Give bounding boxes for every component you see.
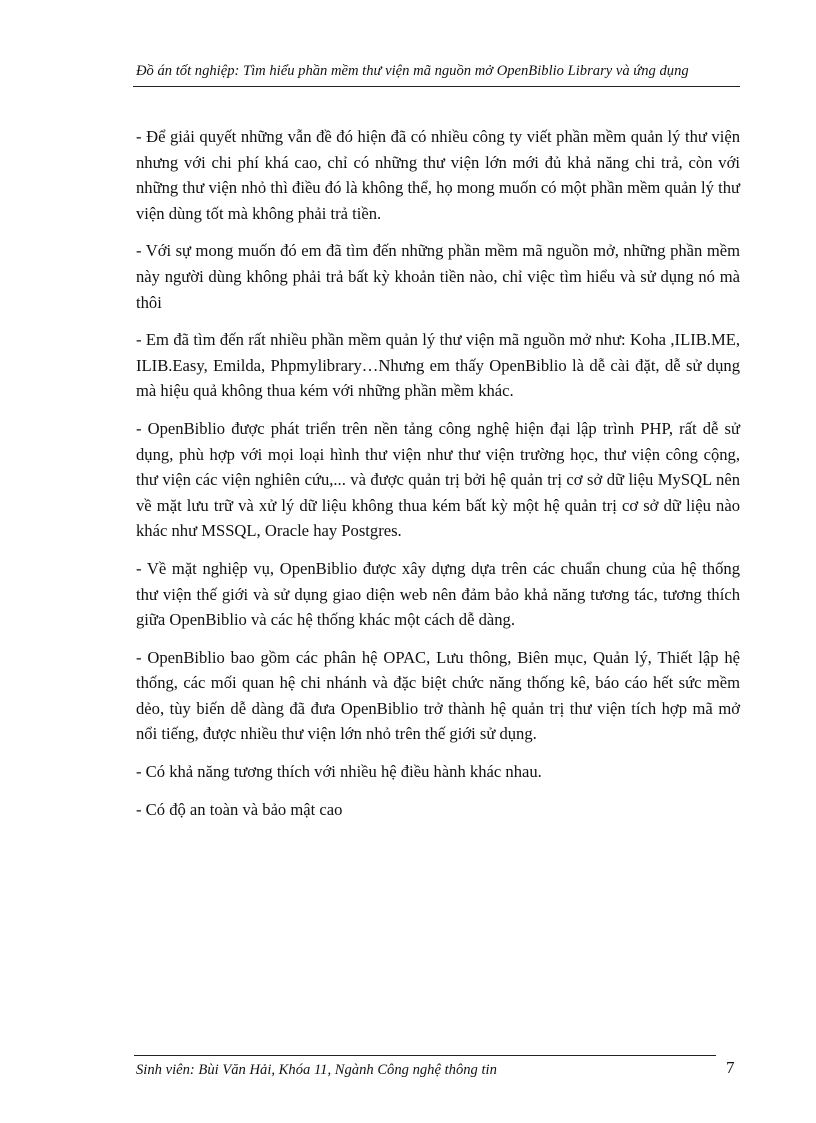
page-header: Đồ án tốt nghiệp: Tìm hiểu phần mềm thư viện mã nguồn mở OpenBiblio Library và ứng dụng [136,63,689,79]
document-body [136,124,740,834]
paragraph-1: - Để giải quyết những vẫn đề đó hiện đã có nhiều công ty viết phần mềm quản lý thư viện nhưng với chi phí khá cao, chỉ có những thư viện lớn mới đủ khả năng chi trả, còn với những thư viện nhỏ thì điều đó là không thể, họ mong muốn có một phần mềm quản lý thư viện dùng tốt mà không phải trả tiền. [136,127,740,223]
paragraph-4: - OpenBiblio được phát triển trên nền tảng công nghệ hiện đại lập trình PHP, rất dễ sử dụng, phù hợp với mọi loại hình thư viện như thư viện trường học, thư viện công cộng, thư viện các viện nghiên cứu,... và được quản trị bởi hệ quản trị cơ sở dữ liệu MySQL nên về mặt lưu trữ và xử lý dữ liệu không thua kém bất kỳ một hệ quản trị cơ sở dữ liệu nào khác như MSSQL, Oracle hay Postgres. [136,418,740,541]
header-divider [133,86,740,87]
paragraph-6: - OpenBiblio bao gồm các phân hệ OPAC, Lưu thông, Biên mục, Quản lý, Thiết lập hệ thống, các mối quan hệ chi nhánh và đặc biệt chức năng thống kê, báo cáo hết sức mềm dẻo, tùy biến dễ dàng đã đưa OpenBiblio trở thành hệ quản trị thư viện tích hợp mã mở nổi tiếng, được nhiều thư viện lớn nhỏ trên thế giới sử dụng. [136,647,740,744]
paragraph-3: - Em đã tìm đến rất nhiều phần mềm quản lý thư viện mã nguồn mở như: Koha ,ILIB.ME, ILIB.Easy, Emilda, Phpmylibrary…Nhưng em thấy OpenBiblio là dễ cài đặt, dễ sử dụng mà hiệu quả không thua kém với những phần mềm khác. [136,330,740,401]
paragraph-8: - Có độ an toàn và bảo mật cao [136,799,343,819]
paragraph-7: - Có khả năng tương thích với nhiều hệ điều hành khác nhau. [136,762,542,782]
footer-divider [134,1055,716,1056]
page-footer: Sinh viên: Bùi Văn Hải, Khóa 11, Ngành Công nghệ thông tin [136,1062,497,1078]
paragraph-5: - Về mặt nghiệp vụ, OpenBiblio được xây dựng dựa trên các chuẩn chung của hệ thống thư viện thế giới và sử dụng giao diện web nên đảm bảo khả năng tương tác, tương thích giữa OpenBiblio và các hệ thống khác một cách dễ dàng. [136,558,740,630]
paragraph-2: - Với sự mong muốn đó em đã tìm đến những phần mềm mã nguồn mở, những phần mềm này người dùng không phải trả bất kỳ khoản tiền nào, chỉ việc tìm hiểu và sử dụng nó mà thôi [136,241,740,312]
page-number: 7 [726,1058,735,1077]
